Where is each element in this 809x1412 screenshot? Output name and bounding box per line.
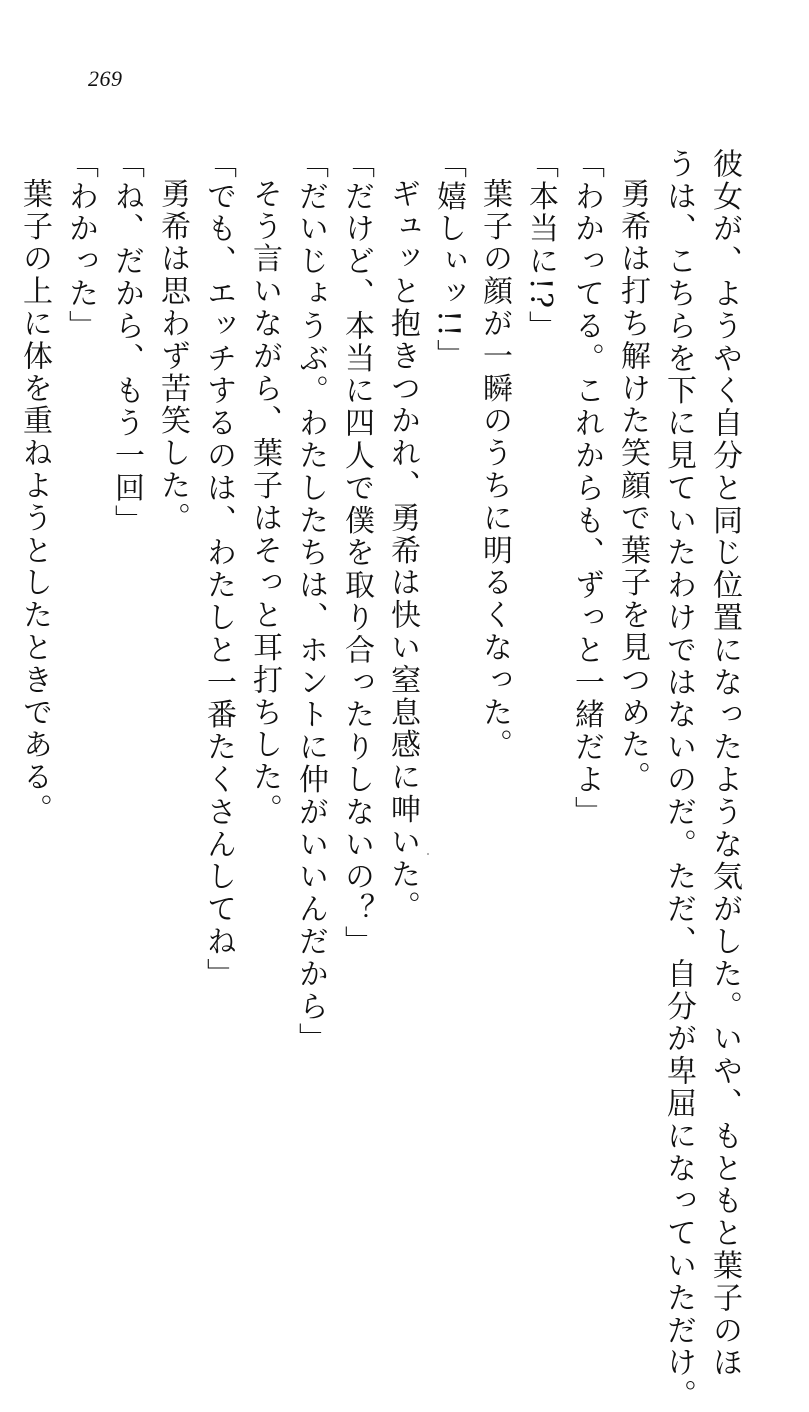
- dialogue-column: 「わかってる。これからも、ずっと一緒だよ」: [569, 148, 604, 829]
- vertical-text-body: [11, 148, 747, 1412]
- dialogue-column: 「嬉しぃッ!!」: [431, 148, 466, 372]
- text-column: そう言いながら、葉子はそっと耳打ちした。: [247, 178, 282, 826]
- dialogue-column: 「だけど、本当に四人で僕を取り合ったりしないの？」: [339, 148, 374, 958]
- text-column: 葉子の上に体を重ねようとしたときである。: [17, 178, 52, 826]
- dialogue-column: 「だいじょうぶ。わたしたちは、ホントに仲がいいんだから」: [293, 148, 328, 1056]
- print-speck: [427, 853, 429, 855]
- text-column: 彼女が、ようやく自分と同じ位置になったような気がした。いや、もともと葉子のほ: [707, 148, 742, 1380]
- dialogue-column: 「本当に!?」: [523, 148, 558, 343]
- dialogue-column: 「ね、だから、もう一回」: [109, 148, 144, 537]
- dialogue-column: 「わかった」: [63, 148, 98, 343]
- text-column: 勇希は打ち解けた笑顔で葉子を見つめた。: [615, 178, 650, 794]
- dialogue-column: 「でも、エッチするのは、わたしと一番たくさんしてね」: [201, 148, 236, 991]
- text-column: 葉子の顔が一瞬のうちに明るくなった。: [477, 178, 512, 762]
- text-column: 勇希は思わず苦笑した。: [155, 178, 190, 535]
- text-column: うは、こちらを下に見ていたわけではないのだ。ただ、自分が卑屈になっていただけ。: [661, 148, 696, 1412]
- page-number: 269: [88, 66, 123, 91]
- text-column: ギュッと抱きつかれ、勇希は快い窒息感に呻いた。: [385, 178, 420, 924]
